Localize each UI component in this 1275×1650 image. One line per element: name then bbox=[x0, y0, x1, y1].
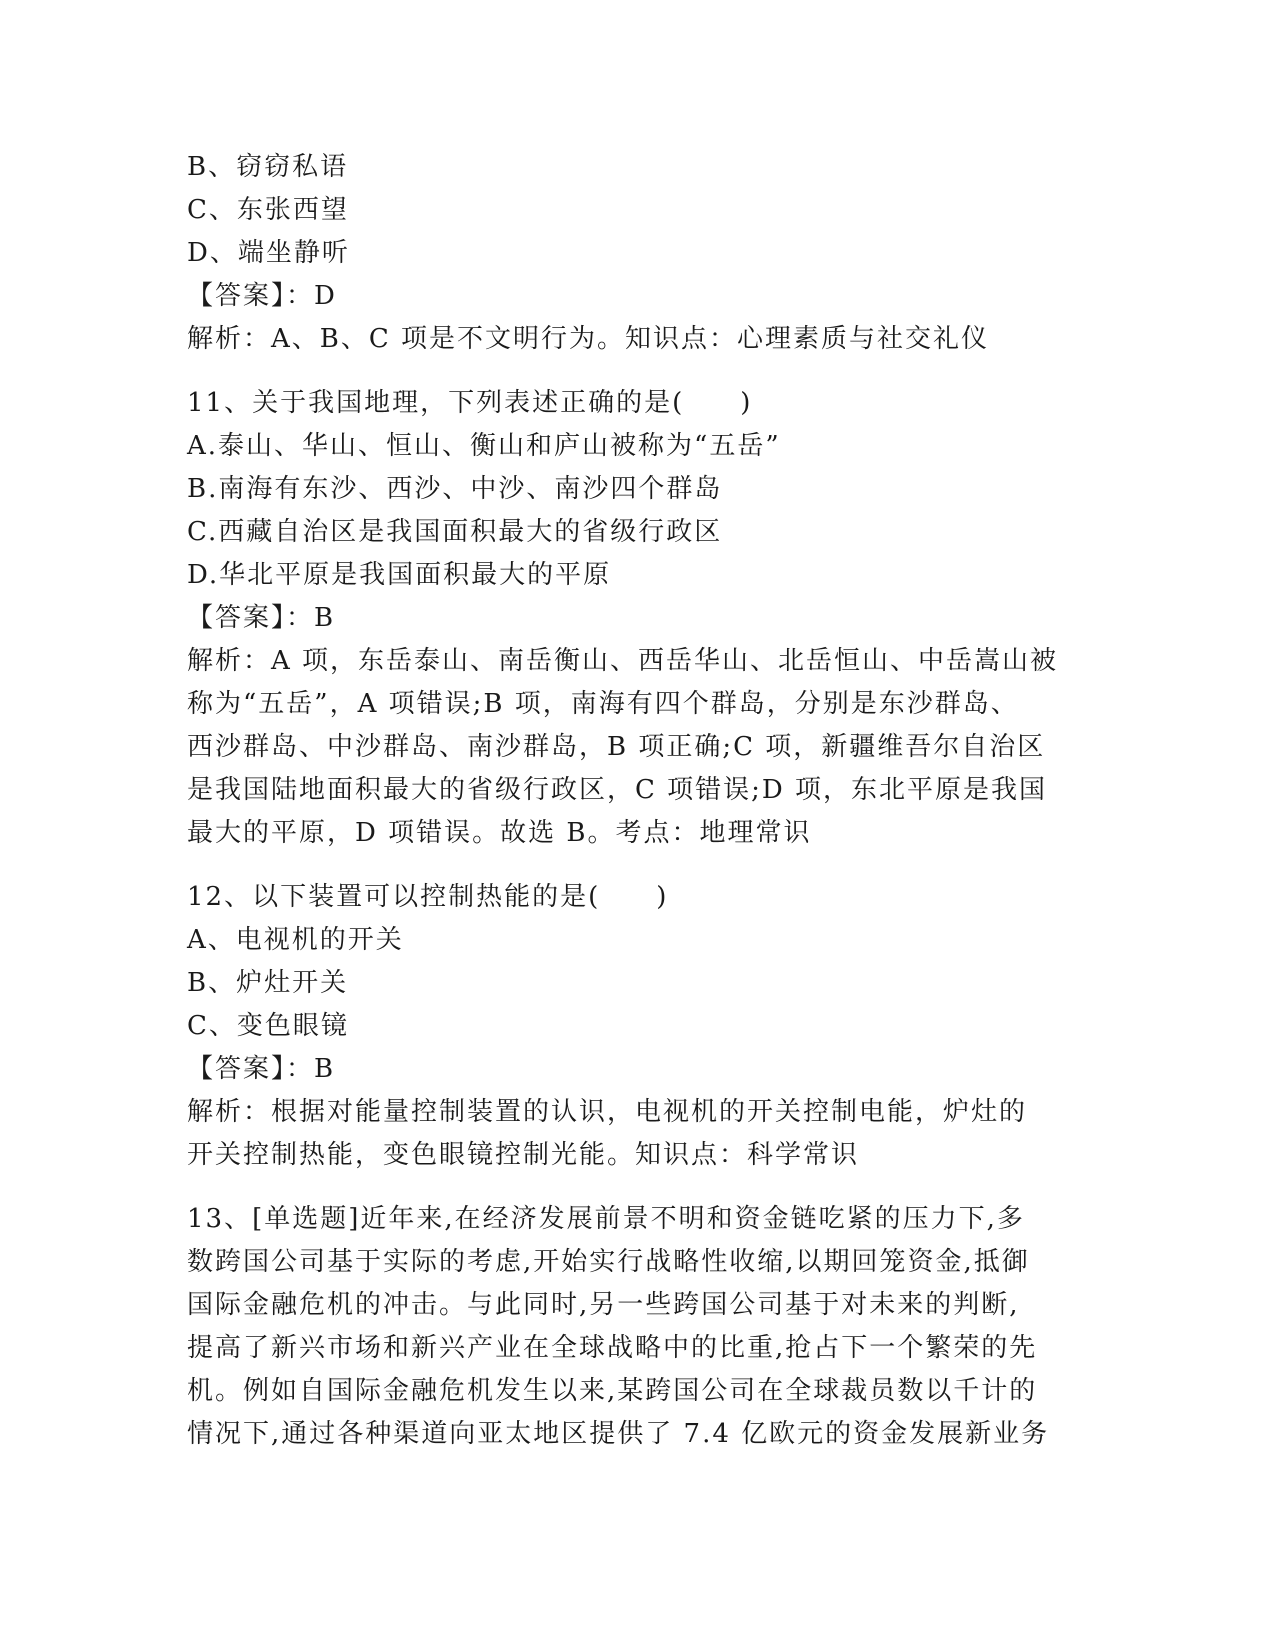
question-12 bbox=[187, 876, 1087, 1177]
analysis-line: 解析：A 项，东岳泰山、南岳衡山、西岳华山、北岳恒山、中岳嵩山被 bbox=[187, 646, 1059, 676]
option-b: B、炉灶开关 bbox=[187, 968, 349, 998]
question-13 bbox=[187, 1198, 1087, 1456]
option-a: A.泰山、华山、恒山、衡山和庐山被称为“五岳” bbox=[187, 431, 781, 461]
analysis-line: 最大的平原，D 项错误。故选 B。考点：地理常识 bbox=[187, 818, 812, 848]
option-b: B.南海有东沙、西沙、中沙、南沙四个群岛 bbox=[187, 474, 723, 504]
analysis: 解析：A、B、C 项是不文明行为。知识点：心理素质与社交礼仪 bbox=[187, 324, 990, 354]
question-text-line: 13、[单选题]近年来,在经济发展前景不明和资金链吃紧的压力下,多 bbox=[187, 1204, 1025, 1234]
question-text-line: 提高了新兴市场和新兴产业在全球战略中的比重,抢占下一个繁荣的先 bbox=[187, 1333, 1038, 1363]
answer: 【答案】：B bbox=[187, 603, 336, 633]
answer: 【答案】：D bbox=[187, 281, 337, 311]
option-d: D、端坐静听 bbox=[187, 238, 350, 268]
option-c: C、东张西望 bbox=[187, 195, 349, 225]
option-c: C、变色眼镜 bbox=[187, 1011, 349, 1041]
question-text: 11、关于我国地理，下列表述正确的是( ) bbox=[187, 388, 753, 418]
option-b: B、窃窃私语 bbox=[187, 152, 349, 182]
document-page bbox=[187, 146, 1087, 1456]
option-a: A、电视机的开关 bbox=[187, 925, 404, 955]
option-c: C.西藏自治区是我国面积最大的省级行政区 bbox=[187, 517, 723, 547]
analysis-line: 西沙群岛、中沙群岛、南沙群岛，B 项正确;C 项，新疆维吾尔自治区 bbox=[187, 732, 1046, 762]
analysis-line: 开关控制热能，变色眼镜控制光能。知识点：科学常识 bbox=[187, 1140, 860, 1170]
analysis-line: 是我国陆地面积最大的省级行政区，C 项错误;D 项，东北平原是我国 bbox=[187, 775, 1048, 805]
question-text: 12、以下装置可以控制热能的是( ) bbox=[187, 882, 669, 912]
question-text-line: 机。例如自国际金融危机发生以来,某跨国公司在全球裁员数以千计的 bbox=[187, 1376, 1038, 1406]
option-d: D.华北平原是我国面积最大的平原 bbox=[187, 560, 612, 590]
question-text-line: 情况下,通过各种渠道向亚太地区提供了 7.4 亿欧元的资金发展新业务 bbox=[187, 1419, 1050, 1449]
question-text-line: 国际金融危机的冲击。与此同时,另一些跨国公司基于对未来的判断, bbox=[187, 1290, 1020, 1320]
question-text-line: 数跨国公司基于实际的考虑,开始实行战略性收缩,以期回笼资金,抵御 bbox=[187, 1247, 1030, 1277]
answer: 【答案】：B bbox=[187, 1054, 336, 1084]
analysis-line: 称为“五岳”，A 项错误;B 项，南海有四个群岛，分别是东沙群岛、 bbox=[187, 689, 1019, 719]
question-10-tail bbox=[187, 146, 1087, 361]
analysis-line: 解析：根据对能量控制装置的认识，电视机的开关控制电能，炉灶的 bbox=[187, 1097, 1028, 1127]
question-11 bbox=[187, 382, 1087, 855]
